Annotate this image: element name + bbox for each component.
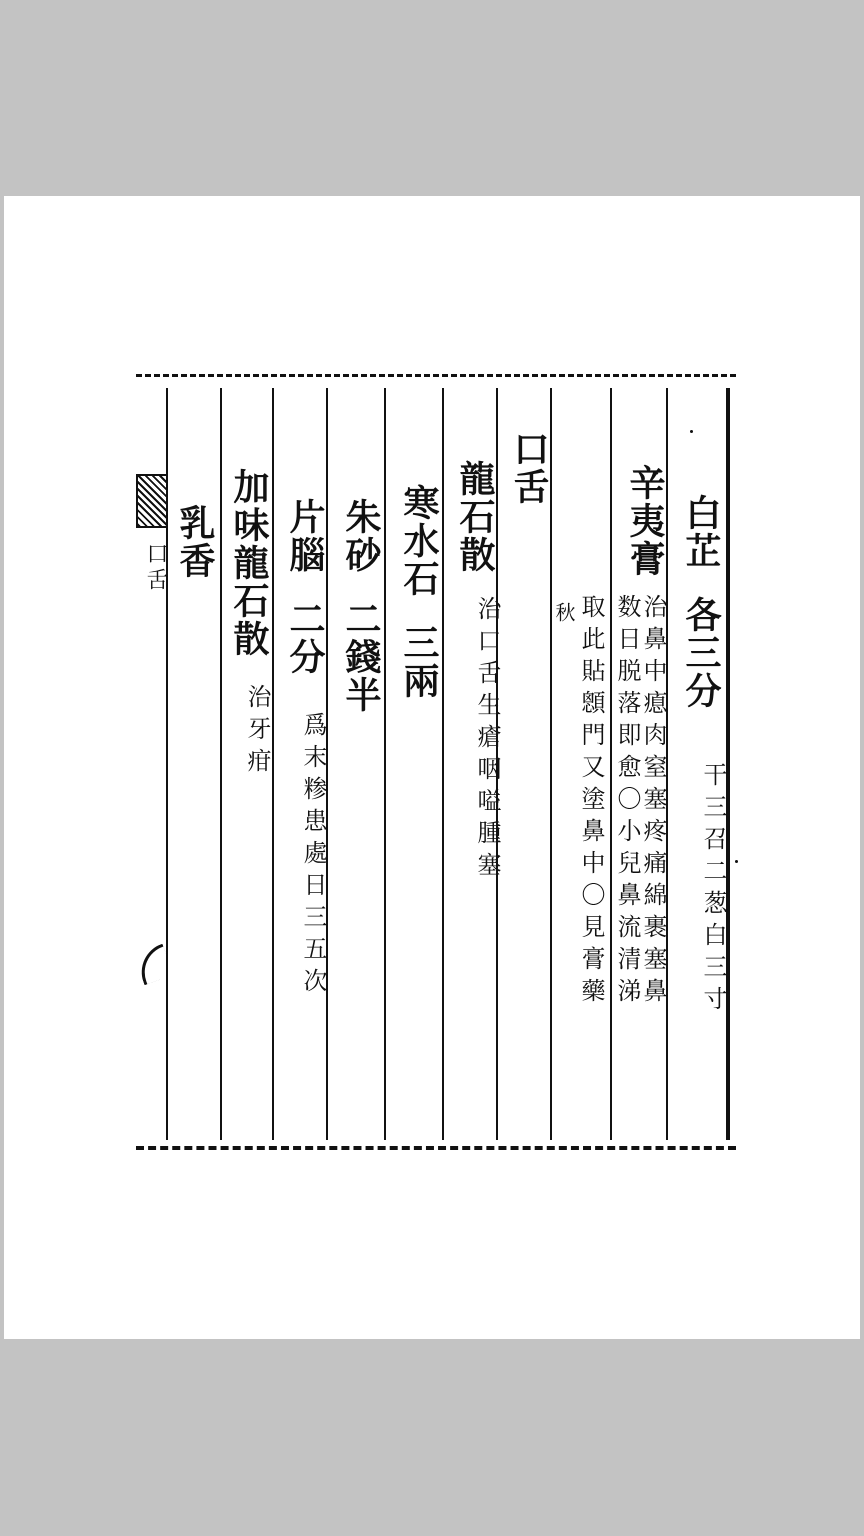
prescription-note-line-1: 治鼻中瘜肉窒塞疼痛綿裹塞鼻 [639,594,667,1010]
column-1 [676,494,727,710]
ink-speck [726,700,730,704]
ingredient-line [394,484,445,700]
herb-amount: 三兩 [398,624,440,700]
column-1-note: 干三召二葱白三寸 [699,762,727,1018]
prescription-name: 加味龍石散 [228,468,270,658]
note-mark: 秋 [552,602,576,630]
herb-name: 白芷 [680,494,722,570]
herb-name: 乳香 [174,504,216,580]
top-border [136,374,736,377]
herb-name: 朱砂 [340,498,382,574]
prescription-note: 治牙疳 [243,684,271,780]
herb-name: 片腦 [284,498,326,574]
column-rule [220,388,222,1140]
prescription-note-line-2: 数日脱落即愈〇小兒鼻流清涕 [613,594,641,1010]
herb-name: 寒水石 [398,484,440,598]
ink-speck [735,860,738,863]
column-rule [166,388,168,1140]
ingredient-line [280,498,331,676]
bottom-border [136,1146,736,1150]
herb-amount: 二分 [284,600,326,676]
usage-note: 爲末糁患處日三五次 [299,712,327,1000]
ingredient-line [336,498,387,714]
margin-label: 口舌 [143,542,168,594]
section-heading: 口舌 [508,430,550,506]
herb-amount: 二錢半 [340,600,382,714]
prescription-note-line-3: 取此貼顖門又塗鼻中〇見膏藥 [577,594,605,1010]
herb-amount: 各三分 [680,596,722,710]
prescription-name: 龍石散 [454,460,496,574]
prescription-note: 治口舌生瘡咽嗌腫塞 [473,596,501,884]
ink-speck [690,430,693,433]
text-frame [136,374,736,1159]
prescription-name: 辛夷膏 [624,464,666,578]
